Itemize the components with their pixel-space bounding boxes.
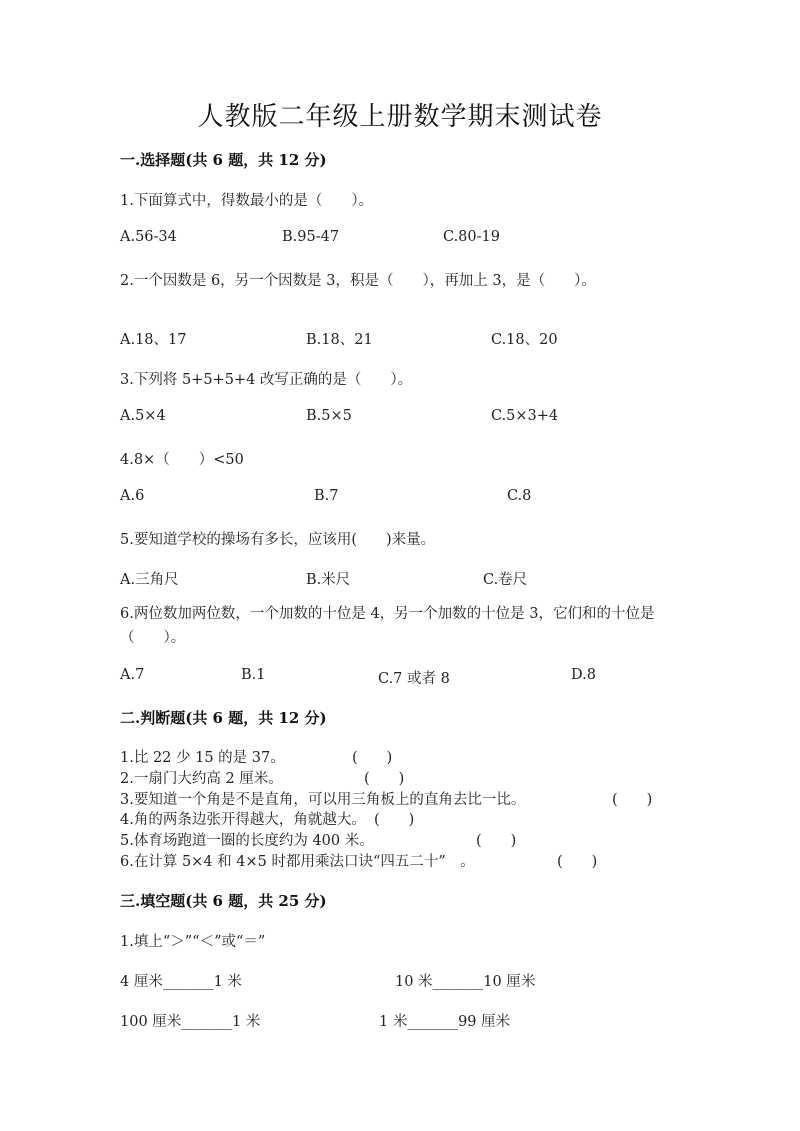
fill-blank: 1 米_______99 厘米	[379, 1014, 511, 1030]
answer-paren: ( )	[352, 750, 393, 766]
question-stem: 3.下列将 5+5+5+4 改写正确的是（ ）。	[120, 372, 413, 388]
section-heading-judge: 二.判断题(共 6 题，共 12 分)	[120, 709, 327, 727]
judge-item	[120, 808, 415, 829]
fill-blank: 4 厘米_______1 米	[120, 974, 242, 990]
question-stem: 5.要知道学校的操场有多长，应该用( )来量。	[120, 532, 436, 548]
question-stem: 1.下面算式中，得数最小的是（ ）。	[120, 193, 374, 209]
option-b: B.5×5	[306, 408, 352, 424]
section-heading-fill: 三.填空题(共 6 题，共 25 分)	[120, 892, 327, 910]
judge-item	[120, 829, 517, 850]
fill-blank: 100 厘米_______1 米	[120, 1014, 261, 1030]
section-heading-choice: 一.选择题(共 6 题，共 12 分)	[120, 151, 327, 169]
option-c: C.5×3+4	[491, 408, 559, 424]
page-title: 人教版二年级上册数学期末测试卷	[197, 102, 603, 132]
judge-stem: 4.角的两条边张开得越大，角就越大。	[120, 812, 366, 828]
question-stem: 4.8×（ ）<50	[120, 452, 244, 468]
judge-stem: 2.一扇门大约高 2 厘米。	[120, 771, 283, 787]
option-d: D.8	[571, 667, 596, 683]
option-b: B.95-47	[282, 229, 340, 245]
judge-stem: 5.体育场跑道一圈的长度约为 400 米。	[120, 833, 374, 849]
judge-item	[120, 767, 405, 788]
option-a: A.56-34	[120, 229, 177, 245]
option-a: A.5×4	[120, 408, 166, 424]
judge-item	[120, 788, 653, 809]
answer-paren: ( )	[364, 771, 405, 787]
answer-paren: ( )	[557, 854, 598, 870]
option-b: B.18、21	[306, 332, 373, 348]
judge-item	[120, 850, 598, 871]
option-b: B.米尺	[306, 572, 351, 588]
option-b: B.7	[314, 488, 339, 504]
option-a: A.6	[120, 488, 145, 504]
judge-stem: 1.比 22 少 15 的是 37。	[120, 750, 285, 766]
question-stem: 1.填上“＞”“＜”或“＝”	[120, 934, 266, 950]
option-a: A.三角尺	[120, 572, 179, 588]
option-c: C.卷尺	[483, 572, 528, 588]
answer-paren: ( )	[374, 812, 415, 828]
judge-stem: 3.要知道一个角是不是直角，可以用三角板上的直角去比一比。	[120, 792, 526, 808]
fill-blank: 10 米_______10 厘米	[395, 974, 536, 990]
option-c: C.80-19	[443, 229, 500, 245]
judge-stem: 6.在计算 5×4 和 4×5 时都用乘法口诀“四五二十” 。	[120, 854, 475, 870]
option-c: C.8	[507, 488, 532, 504]
option-a: A.7	[120, 667, 145, 683]
option-b: B.1	[241, 667, 266, 683]
answer-paren: ( )	[612, 792, 653, 808]
option-c: C.7 或者 8	[378, 671, 450, 687]
option-a: A.18、17	[120, 332, 187, 348]
question-stem: 2.一个因数是 6，另一个因数是 3，积是（ ），再加上 3，是（ ）。	[120, 273, 596, 289]
judge-item	[120, 746, 393, 767]
question-stem: 6.两位数加两位数，一个加数的十位是 4，另一个加数的十位是 3，它们和的十位是（ ）。	[120, 606, 655, 646]
option-c: C.18、20	[491, 332, 558, 348]
answer-paren: ( )	[476, 833, 517, 849]
